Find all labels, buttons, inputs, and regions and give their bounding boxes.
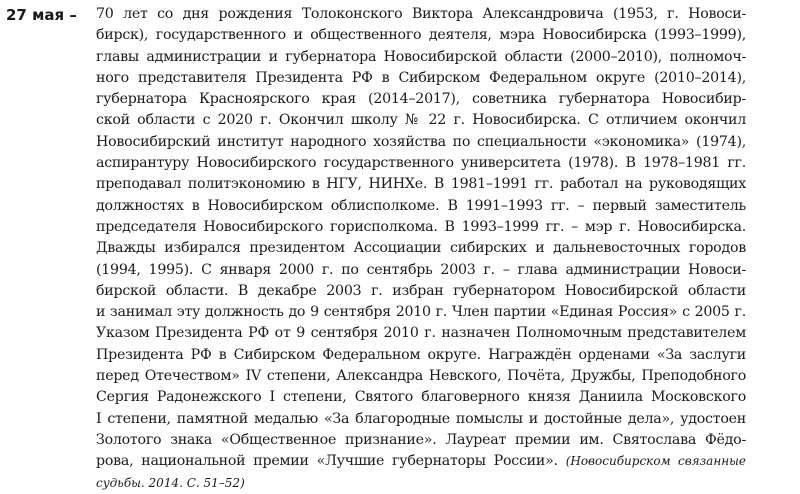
text-line: Указом Президента РФ от 9 сентября 2010 г. назначен Полномочным представителем bbox=[96, 325, 746, 342]
text-line: 70 лет со дня рождения Толоконского Виктора Александровича (1953, г. Новоси- bbox=[96, 6, 746, 22]
text-line: ного представителя Президента РФ в Сибирском Федеральном округе (2010–2014), bbox=[96, 69, 746, 86]
text-line: бирской области. В декабре 2003 г. избран губернатором Новосибирской области bbox=[96, 282, 746, 299]
text-line: главы администрации и губернатора Новосибирской области (2000–2010), полномоч- bbox=[96, 48, 746, 65]
entry-text bbox=[96, 4, 746, 494]
text-line: перед Отечеством» IV степени, Александра Невского, Почёта, Дружбы, Преподобного bbox=[96, 368, 746, 385]
text-line: Президента РФ в Сибирском Федеральном округе. Награждён орденами «За заслуги bbox=[96, 346, 746, 363]
text-line: аспирантуру Новосибирского государственного университета (1978). В 1978–1981 гг. bbox=[96, 155, 746, 172]
text-line: (1994, 1995). С января 2000 г. по сентябрь 2003 г. – глава администрации Новоси- bbox=[96, 261, 746, 278]
text-line: Сергия Радонежского I степени, Святого благоверного князя Даниила Московского bbox=[96, 389, 746, 406]
source-citation-part2: судьбы. 2014. С. 51–52) bbox=[96, 475, 245, 490]
text-line: преподавал политэкономию в НГУ, НИНХе. В 1981–1991 гг. работал на руководящих bbox=[96, 176, 746, 193]
text-line: бирск), государственного и общественного деятеля, мэра Новосибирска (1993–1999), bbox=[96, 27, 746, 44]
text-line: должностях в Новосибирском облисполкоме. В 1991–1993 гг. – первый заместитель bbox=[96, 197, 746, 214]
text-line: Дважды избирался президентом Ассоциации сибирских и дальневосточных городов bbox=[96, 240, 746, 257]
text-line: ской области с 2020 г. Окончил школу № 22 г. Новосибирска. С отличием окончил bbox=[96, 112, 746, 129]
text-line-source bbox=[96, 473, 746, 494]
text-line: I степени, памятной медалью «За благородные помыслы и достойные дела», удостоен bbox=[96, 410, 746, 427]
text-line: и занимал эту должность до 9 сентября 2010 г. Член партии «Единая Россия» с 2005 г. bbox=[96, 304, 746, 321]
text-line-final: рова, национальной премии «Лучшие губернаторы России». bbox=[96, 453, 558, 470]
source-citation-part1: (Новосибирском связанные bbox=[565, 454, 747, 469]
text-line: Новосибирский институт народного хозяйства по специальности «экономика» (1974), bbox=[96, 133, 746, 150]
text-line: Золотого знака «Общественное признание». Лауреат премии им. Святослава Фёдо- bbox=[96, 431, 746, 448]
text-line-with-source bbox=[96, 451, 746, 472]
entry-date: 27 мая – bbox=[6, 6, 77, 24]
text-line: губернатора Красноярского края (2014–2017), советника губернатора Новосибир- bbox=[96, 91, 746, 108]
text-line: председателя Новосибирского горисполкома. В 1993–1999 гг. – мэр г. Новосибирска. bbox=[96, 218, 746, 235]
